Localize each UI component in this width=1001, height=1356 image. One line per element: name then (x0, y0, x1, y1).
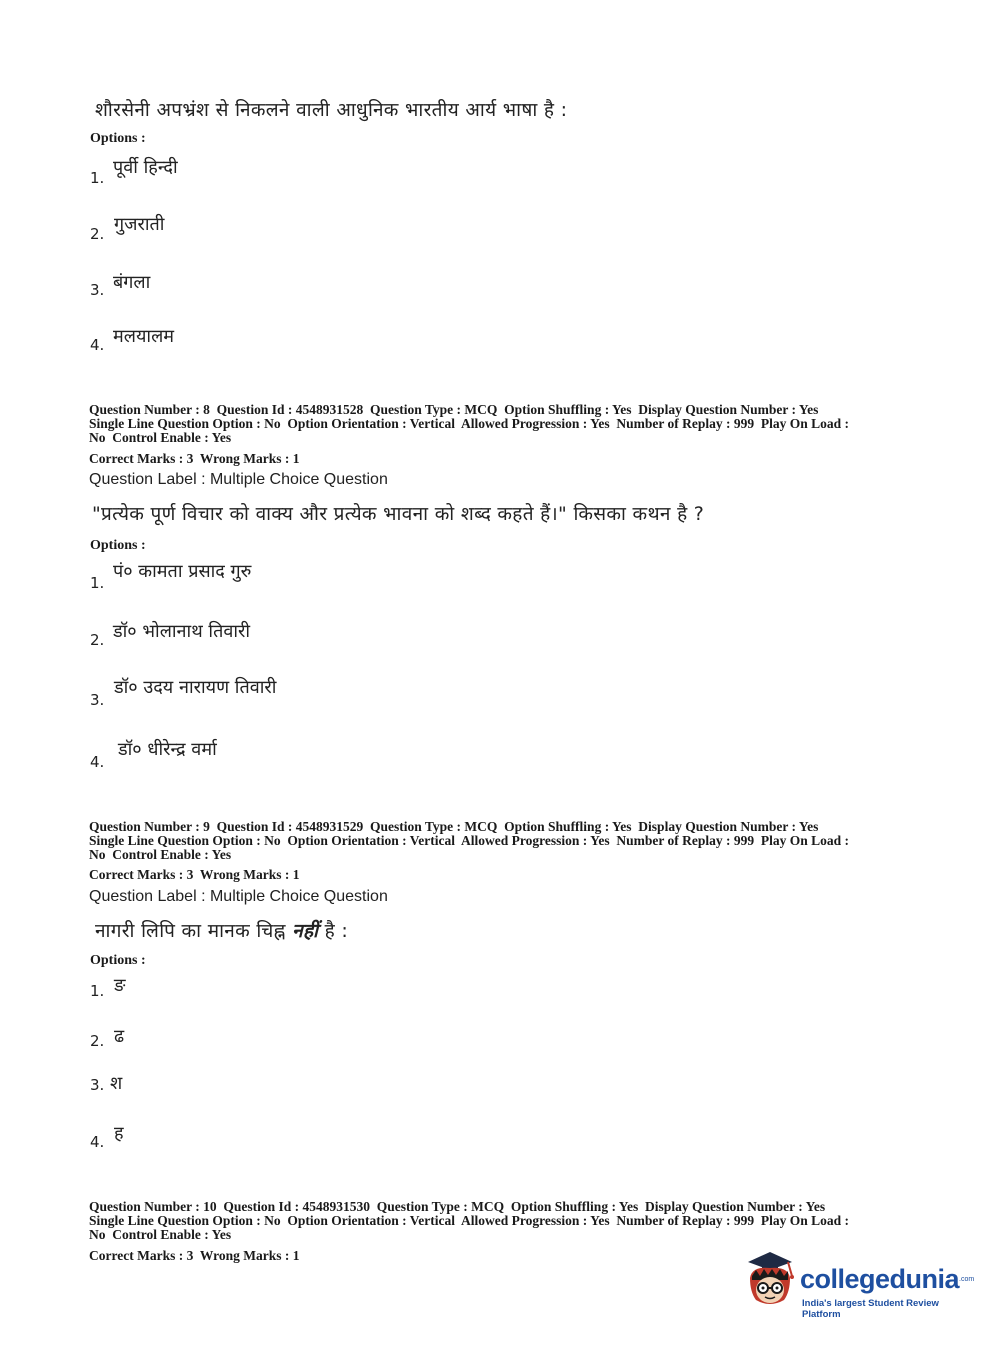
q9-question-emphasis: नहीं (292, 920, 319, 942)
q9-options-label: Options : (90, 953, 146, 968)
q7-option-4-number: 4. (90, 336, 105, 354)
q9-meta-line-3: No Control Enable : Yes (89, 847, 232, 862)
q7-options-label: Options : (90, 131, 146, 146)
q7-option-1-text: पूर्वी हिन्दी (113, 157, 178, 178)
q9-meta-line-2: Single Line Question Option : No Option Orientation : Vertical Allowed Progression : Yes Number of Replay : 999 Play On Load : (89, 833, 850, 848)
q10-meta-line-3: No Control Enable : Yes (89, 1227, 232, 1242)
q9-option-2-text: ढ (114, 1026, 125, 1047)
q10-meta-line-1: Question Number : 10 Question Id : 4548931530 Question Type : MCQ Option Shuffling : Yes Display Question Number : Yes (89, 1199, 826, 1214)
q7-option-4-text: मलयालम (113, 326, 175, 347)
q10-marks: Correct Marks : 3 Wrong Marks : 1 (89, 1248, 300, 1263)
q8-option-1-text: पं० कामता प्रसाद गुरु (113, 561, 252, 582)
q10-meta-line-2: Single Line Question Option : No Option Orientation : Vertical Allowed Progression : Yes Number of Replay : 999 Play On Load : (89, 1213, 850, 1228)
q9-marks: Correct Marks : 3 Wrong Marks : 1 (89, 867, 300, 882)
q8-option-4-text: डॉ० धीरेन्द्र वर्मा (118, 739, 217, 760)
logo-wordmark: collegedunia (800, 1264, 960, 1294)
logo-com-suffix: .com (959, 1276, 975, 1283)
logo-tagline: India's largest Student Review Platform (802, 1298, 939, 1320)
q8-question-text: "प्रत्येक पूर्ण विचार को वाक्य और प्रत्येक भावना को शब्द कहते हैं।" किसका कथन है ? (92, 503, 705, 525)
q9-option-4-number: 4. (90, 1133, 105, 1151)
q8-meta-line-1: Question Number : 8 Question Id : 4548931528 Question Type : MCQ Option Shuffling : Yes Display Question Number : Yes (89, 402, 819, 417)
q9-option-1-text: ङ (114, 975, 126, 996)
q7-option-2-text: गुजराती (114, 214, 165, 235)
q8-marks: Correct Marks : 3 Wrong Marks : 1 (89, 451, 300, 466)
q7-option-2-number: 2. (90, 225, 105, 243)
q9-question-text (95, 917, 348, 943)
q9-option-3-number: 3. (90, 1076, 105, 1094)
q7-question-text: शौरसेनी अपभ्रंश से निकलने वाली आधुनिक भारतीय आर्य भाषा है : (95, 99, 568, 121)
collegedunia-logo (740, 1248, 975, 1320)
q9-meta-line-1: Question Number : 9 Question Id : 4548931529 Question Type : MCQ Option Shuffling : Yes Display Question Number : Yes (89, 819, 819, 834)
q9-option-3-text: श (110, 1073, 123, 1094)
q8-option-4-number: 4. (90, 753, 105, 771)
q9-option-1-number: 1. (90, 982, 105, 1000)
q9-option-2-number: 2. (90, 1032, 105, 1050)
student-mascot-icon (740, 1248, 800, 1314)
q8-question-label: Question Label : Multiple Choice Question (89, 471, 388, 488)
q8-option-1-number: 1. (90, 574, 105, 592)
q8-option-3-text: डॉ० उदय नारायण तिवारी (114, 677, 277, 698)
q8-meta-line-3: No Control Enable : Yes (89, 430, 232, 445)
q8-option-2-number: 2. (90, 631, 105, 649)
q9-question-text-end: है : (324, 920, 349, 942)
q7-option-1-number: 1. (90, 169, 105, 187)
q8-options-label: Options : (90, 538, 146, 553)
q8-option-2-text: डॉ० भोलानाथ तिवारी (113, 621, 251, 642)
q8-option-3-number: 3. (90, 691, 105, 709)
q7-option-3-number: 3. (90, 281, 105, 299)
q8-meta-line-2: Single Line Question Option : No Option Orientation : Vertical Allowed Progression : Yes Number of Replay : 999 Play On Load : (89, 416, 850, 431)
q9-question-text-start: नागरी लिपि का मानक चिह्न (95, 920, 286, 942)
q9-question-label: Question Label : Multiple Choice Question (89, 888, 388, 905)
q7-option-3-text: बंगला (113, 272, 151, 293)
q9-option-4-text: ह (114, 1123, 124, 1144)
